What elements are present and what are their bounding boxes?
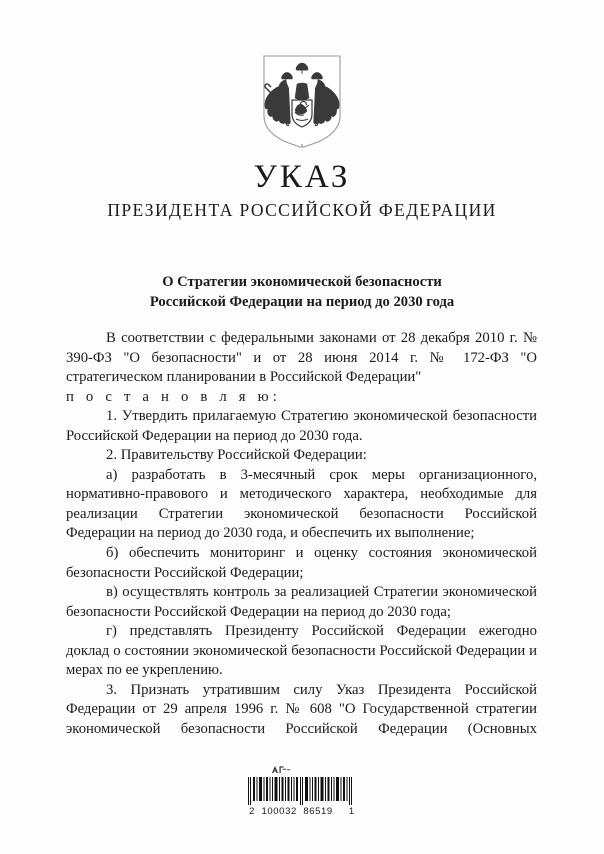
- paragraph-item-1: 1. Утвердить прилагаемую Стратегию экономической безопасности Российской Федерации на период до 2030 года.: [66, 408, 537, 444]
- document-issuer: ПРЕЗИДЕНТА РОССИЙСКОЙ ФЕДЕРАЦИИ: [107, 200, 497, 220]
- coat-of-arms-container: [0, 54, 604, 148]
- document-heading: [0, 272, 604, 312]
- paragraph-item-2b: б) обеспечить мониторинг и оценку состояния экономической безопасности Российской Федерации;: [66, 545, 537, 581]
- document-heading-line-2: Российской Федерации на период до 2030 года: [149, 294, 455, 311]
- paragraph-item-2v: в) осуществлять контроль за реализацией Стратегии экономической безопасности Российской Федерации на период до 2030 года;: [66, 584, 537, 620]
- paragraph-item-2a: а) разработать в 3-месячный срок меры организационного, нормативно-правового и методического характера, необходимые для реализации Стратегии экономической безопасности Российской Федерации на период до 2030 года, и обеспечить их выполнение;: [66, 466, 537, 542]
- ean-13-barcode: [248, 777, 356, 805]
- paragraph-item-2: 2. Правительству Российской Федерации:: [106, 447, 367, 464]
- issn-mark-icon: [269, 764, 295, 776]
- page-title: УКАЗ: [253, 159, 351, 195]
- document-body: [66, 329, 537, 739]
- barcode-block: [0, 764, 604, 817]
- document-heading-line-1: О Стратегии экономической безопасности: [162, 274, 442, 290]
- russian-federation-coat-of-arms-icon: [256, 54, 348, 148]
- paragraph-item-2g: г) представлять Президенту Российской Федерации ежегодно доклад о состоянии экономической безопасности Российской Федерации и мерах по ее укреплению.: [66, 623, 537, 679]
- paragraph-intro: В соответствии с федеральными законами от 28 декабря 2010 г. № 390-ФЗ "О безопасности" и от 28 июня 2014 г. № 172-ФЗ "О стратегическом планировании в Российской Федерации": [66, 330, 537, 386]
- barcode-digits: 2 100032 86519 1: [249, 806, 355, 817]
- paragraph-decree-verb: п о с т а н о в л я ю:: [66, 388, 282, 405]
- paragraph-item-3: 3. Признать утратившим силу Указ Президента Российской Федерации от 29 апреля 1996 г. № 608 "О Государственной стратегии экономической безопасности Российской Федерации (Основных: [66, 681, 537, 737]
